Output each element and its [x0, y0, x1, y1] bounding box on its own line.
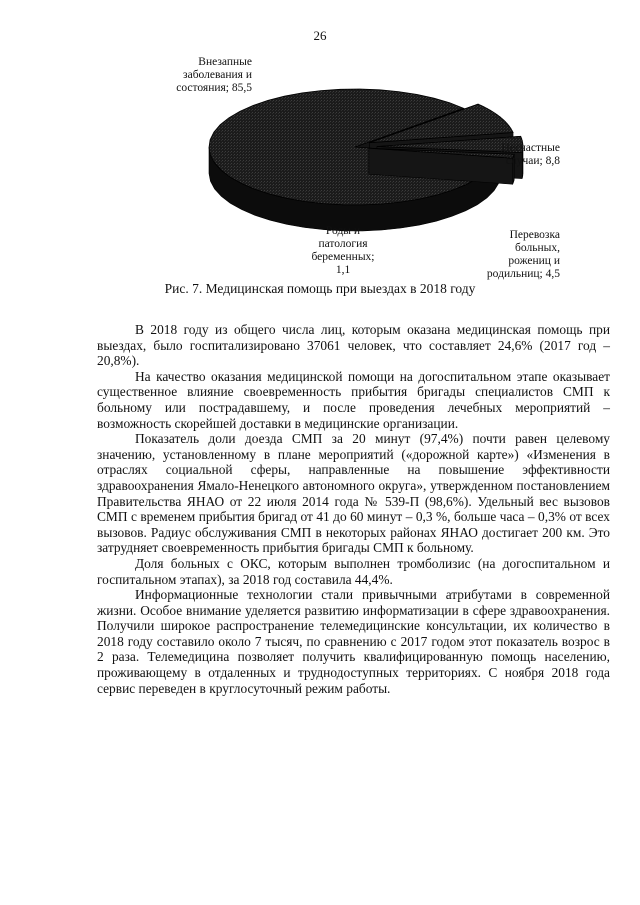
label-line: родильниц; 4,5	[486, 268, 560, 280]
figure-caption: Рис. 7. Медицинская помощь при выездах в 2018 году	[164, 281, 476, 296]
label-line: Несчастные	[501, 142, 560, 154]
body-text	[97, 322, 610, 696]
label-line: 1,1	[335, 264, 351, 276]
label-line: больных,	[515, 242, 560, 254]
label-line: состояния; 85,5	[176, 82, 252, 94]
label-line: беременных;	[311, 251, 375, 263]
paragraph-arrival-time: Показатель доли доезда СМП за 20 минут (97,4%) почти равен целевому значению, установленному в плане мероприятий («дорожной карте») «Изменения в отраслях социальной сферы, направленные на повышение эффективности здравоохранения Ямало-Ненецкого автономного округа», утвержденном постановлением Правительства ЯНАО от 22 июля 2014 года № 539-П (98,6%). Удельный вес вызовов СМП с временем прибытия бригад от 41 до 60 минут – 0,3 %, больше часа – 0,3% от всех вызовов. Радиус обслуживания СМП в некоторых районах ЯНАО достигает 200 км. Это затрудняет своевременность прибытия бригады СМП к больному.	[97, 431, 610, 556]
paragraph-hospitalization: В 2018 году из общего числа лиц, которым оказана медицинская помощь при выездах, было госпитализировано 37061 человек, что составляет 24,6% (2017 год – 20,8%).	[97, 322, 610, 369]
label-line: рожениц и	[508, 255, 560, 267]
label-line: Внезапные	[198, 56, 252, 68]
page-number: 26	[313, 28, 327, 43]
label-line: заболевания и	[183, 69, 252, 81]
label-line: Роды и	[325, 225, 361, 237]
label-line: патология	[318, 238, 368, 250]
label-line: случаи; 8,8	[505, 155, 560, 167]
pie-chart	[150, 52, 560, 282]
label-line: Перевозка	[509, 229, 560, 241]
slice-label-transport	[468, 229, 560, 281]
slice-label-accidents	[488, 142, 560, 168]
paragraph-thrombolysis: Доля больных с ОКС, которым выполнен тромболизис (на догоспитальном и госпитальном этапах), за 2018 год составила 44,4%.	[97, 555, 610, 587]
slice-label-sudden-illness	[162, 56, 252, 95]
paragraph-telemedicine: Информационные технологии стали привычными атрибутами в современной жизни. Особое внимание уделяется развитию информатизации в сфере здравоохранения. Получили широкое распространение телемедицинские консультации, их количество в 2018 году составило около 7 тысяч, по сравнению с 2017 годом этот показатель возрос в 2 раза. Телемедицина позволяет получить квалифицированную помощь населению, проживающему в отдаленных и труднодоступных территориях. С ноября 2018 года сервис переведен в круглосуточный режим работы.	[97, 587, 610, 696]
slice-label-births	[308, 225, 378, 277]
paragraph-quality: На качество оказания медицинской помощи на догоспитальном этапе оказывает существенное влияние своевременность прибытия бригады специалистов СМП к больному или пострадавшему, и после проведения лечебных мероприятий – возможность скорейшей доставки в медицинские организации.	[97, 368, 610, 431]
